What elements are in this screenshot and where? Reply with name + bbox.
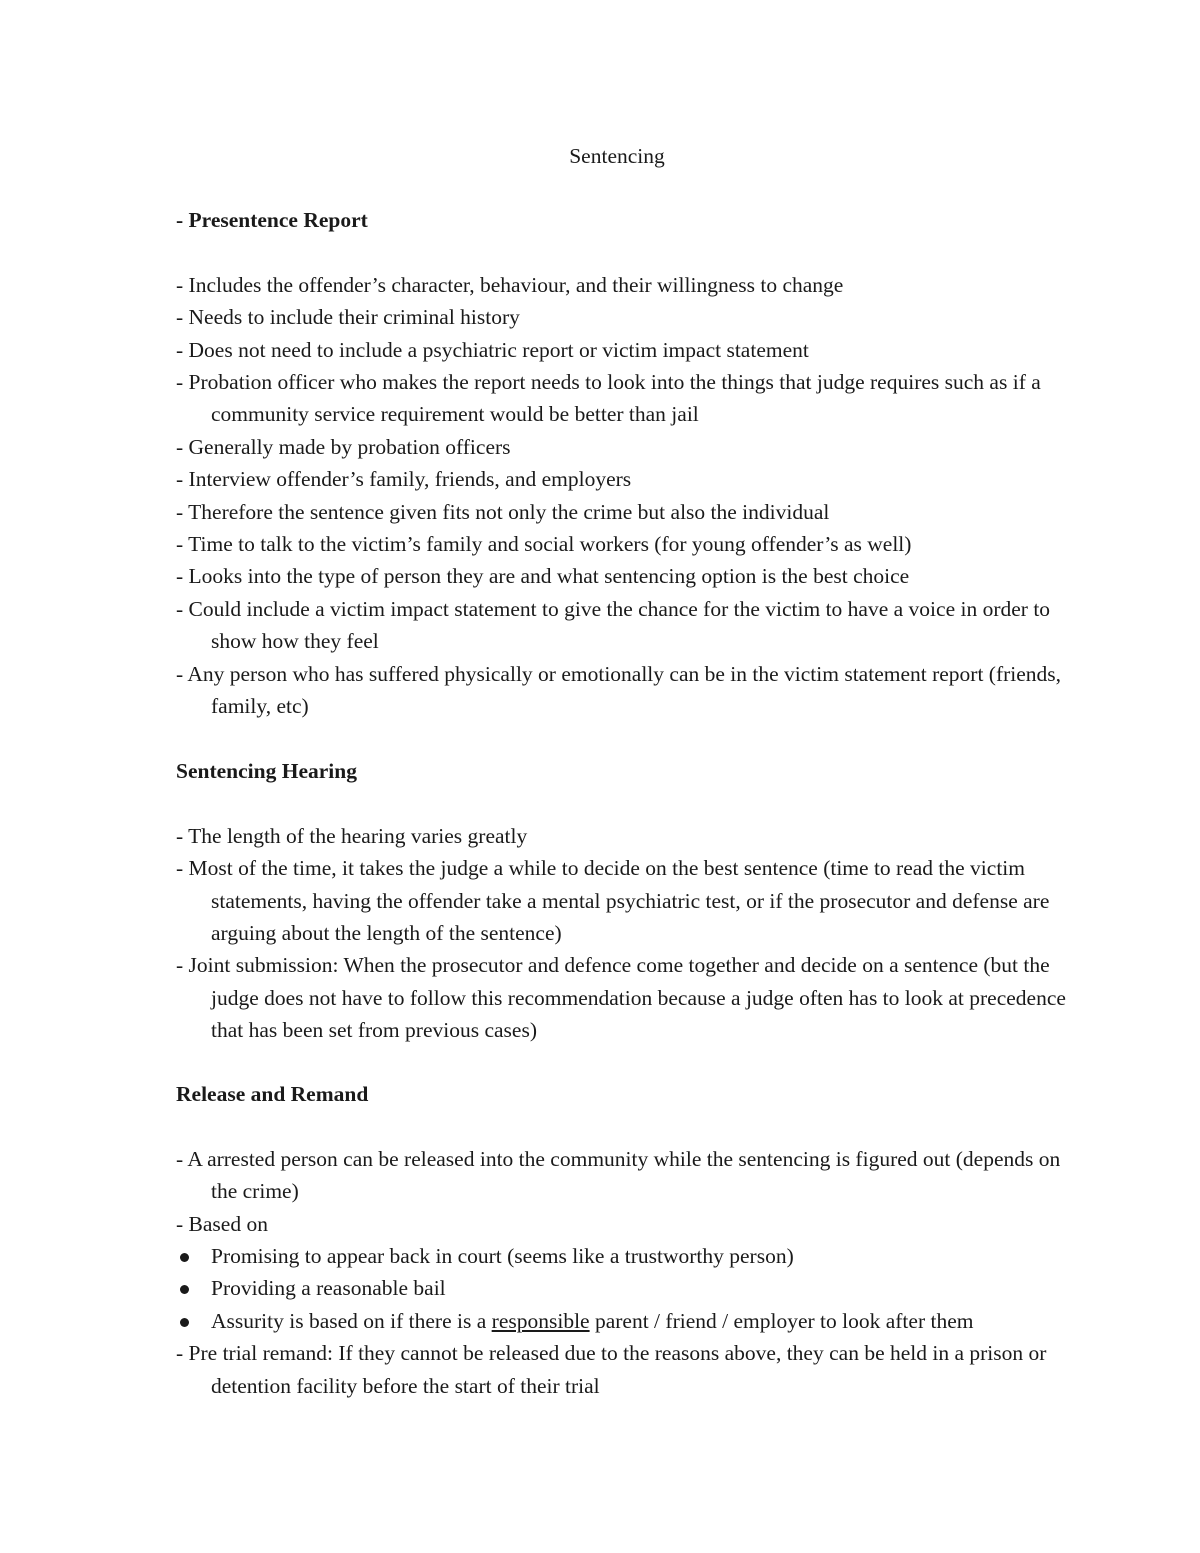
section-sentencing-hearing [176, 755, 1076, 1047]
list-item: - Interview offender’s family, friends, and employers [176, 467, 632, 492]
item-list [176, 820, 1076, 1047]
bullet-text: Providing a reasonable bail [211, 1276, 446, 1301]
section-presentence-report [176, 204, 1076, 722]
bullet-text: Promising to appear back in court (seems like a trustworthy person) [211, 1244, 794, 1268]
section-release-and-remand [176, 1078, 1076, 1402]
list-item: - Includes the offender’s character, behaviour, and their willingness to change [176, 272, 844, 297]
list-item: - Looks into the type of person they are and what sentencing option is the best choice [176, 564, 910, 589]
list-item: - Needs to include their criminal history [176, 305, 520, 330]
underlined-word: responsible [491, 1308, 590, 1333]
bullet-item [176, 1305, 1076, 1337]
list-item: - Pre trial remand: If they cannot be released due to the reasons above, they can be held in a prison or detention facility before the start of their trial [176, 1341, 1047, 1398]
bullet-text-after: parent / friend / employer to look after them [589, 1308, 974, 1333]
list-item: - Most of the time, it takes the judge a while to decide on the best sentence (time to read the victim statements, having the offender take a mental psychiatric test, or if the prosecutor and defense are arguing about the length of the sentence) [176, 856, 1050, 945]
list-item: - Probation officer who makes the report needs to look into the things that judge requires such as if a community service requirement would be better than jail [176, 370, 1041, 427]
item-list [176, 269, 1076, 723]
bullet-icon [180, 1253, 189, 1262]
bullet-item [176, 1272, 1076, 1304]
list-item: - Time to talk to the victim’s family and social workers (for young offender’s as well) [176, 532, 912, 557]
list-item: - Does not need to include a psychiatric report or victim impact statement [176, 337, 809, 362]
list-item: - Could include a victim impact statement to give the chance for the victim to have a voice in order to show how they feel [176, 596, 1051, 654]
section-heading: Release and Remand [176, 1082, 369, 1106]
section-heading: - Presentence Report [176, 208, 368, 232]
bullet-icon [180, 1318, 189, 1327]
list-item: - Therefore the sentence given fits not only the crime but also the individual [176, 499, 830, 524]
list-item: - A arrested person can be released into the community while the sentencing is figured out (depends on the crime) [176, 1146, 1061, 1204]
list-item: - Generally made by probation officers [176, 434, 511, 459]
list-item: - Joint submission: When the prosecutor and defence come together and decide on a sentence (but the judge does not have to follow this recommendation because a judge often has to look at precedence that has been set from previous cases) [176, 953, 1066, 1043]
bullet-icon [180, 1285, 189, 1294]
bullet-text-before: Assurity is based on if there is a [211, 1308, 492, 1333]
bullet-item [176, 1240, 1076, 1272]
section-heading: Sentencing Hearing [176, 759, 357, 783]
list-item: - The length of the hearing varies greatly [176, 823, 528, 848]
list-item: - Based on [176, 1211, 268, 1236]
document-title: Sentencing [569, 144, 665, 168]
item-list [176, 1143, 1076, 1402]
list-item: - Any person who has suffered physically or emotionally can be in the victim statement report (friends, family, etc) [176, 661, 1062, 719]
